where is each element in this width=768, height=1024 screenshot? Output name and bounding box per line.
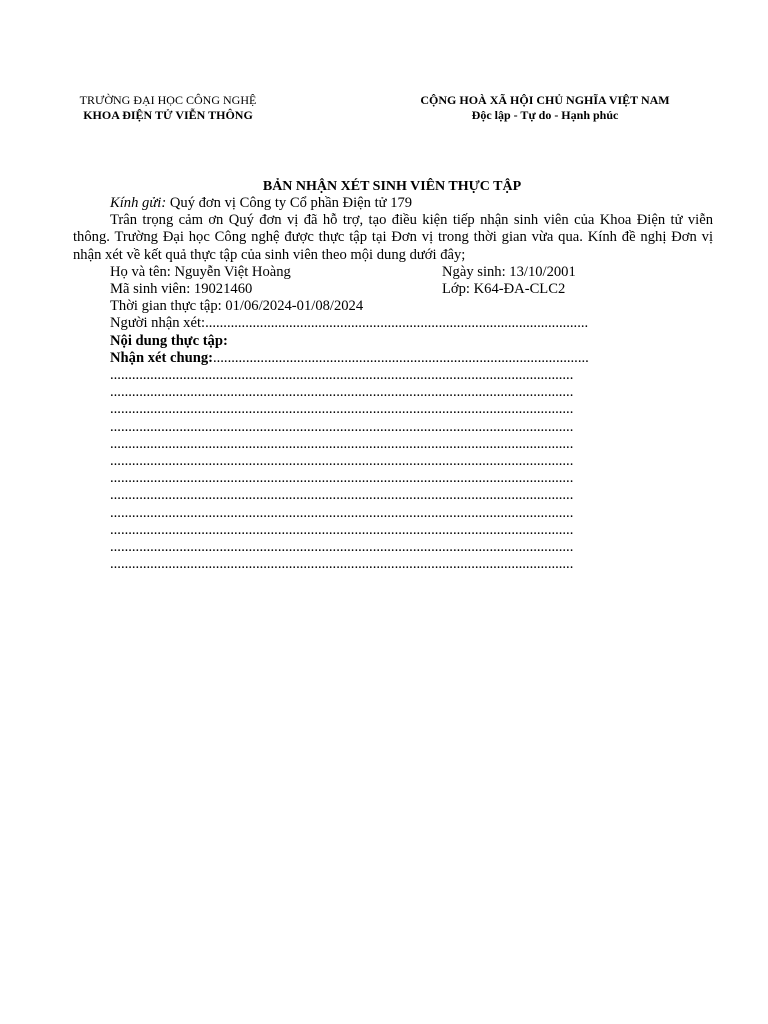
comment-dot-line: ............................................................................................................................... — [110, 539, 574, 556]
comment-dot-line: ............................................................................................................................... — [110, 453, 574, 470]
reviewer-line: Người nhận xét:......................................................................................................... — [110, 315, 589, 332]
comment-dot-line: ............................................................................................................................... — [110, 435, 574, 452]
document-body — [73, 195, 713, 573]
student-id: Mã sinh viên: 19021460 — [110, 281, 253, 298]
greeting-recipient: Quý đơn vị Công ty Cổ phần Điện tử 179 — [166, 195, 413, 211]
student-name: Họ và tên: Nguyễn Việt Hoàng — [110, 263, 291, 280]
national-header — [395, 93, 695, 123]
greeting-line — [73, 195, 713, 212]
comment-dot-line: ............................................................................................................................... — [110, 470, 574, 487]
comment-dot-line: ............................................................................................................................... — [110, 418, 574, 435]
intro-paragraph: Trân trọng cảm ơn Quý đơn vị đã hỗ trợ, tạo điều kiện tiếp nhận sinh viên của Khoa Điện tử viễn thông. Trường Đại học Công nghệ được thực tập tại Đơn vị trong thời gian vừa qua. Kính đề nghị Đơn vị nhận xét về kết quả thực tập của sinh viên theo mội dung dưới đây; — [73, 212, 713, 263]
greeting-label: Kính gửi: — [110, 195, 167, 211]
motto: Độc lập - Tự do - Hạnh phúc — [471, 108, 619, 122]
student-row-2 — [73, 281, 713, 298]
internship-period: Thời gian thực tập: 01/06/2024-01/08/2024 — [110, 298, 364, 315]
student-class: Lớp: K64-ĐA-CLC2 — [442, 281, 566, 298]
comment-dot-line: ............................................................................................................................... — [110, 521, 574, 538]
comment-dot-line: ............................................................................................................................... — [110, 487, 574, 504]
comment-dot-line: ............................................................................................................................... — [110, 384, 574, 401]
comment-dot-line: ............................................................................................................................... — [110, 367, 574, 384]
comment-dot-line: ............................................................................................................................... — [110, 556, 574, 573]
document-title: BẢN NHẬN XÉT SINH VIÊN THỰC TẬP — [262, 179, 522, 194]
student-row-1 — [73, 264, 713, 281]
general-comment-dots: ....................................................................................................... — [212, 349, 589, 366]
school-header — [68, 93, 268, 123]
comment-dot-lines — [73, 367, 713, 573]
comment-dot-line: ............................................................................................................................... — [110, 504, 574, 521]
school-name: TRƯỜNG ĐẠI HỌC CÔNG NGHỆ — [79, 93, 257, 107]
country-name: CỘNG HOÀ XÃ HỘI CHỦ NGHĨA VIỆT NAM — [420, 93, 670, 107]
student-dob: Ngày sinh: 13/10/2001 — [442, 263, 576, 280]
general-comment-label: Nhận xét chung: — [110, 349, 213, 366]
general-comment-line — [73, 350, 621, 367]
comment-dot-line: ............................................................................................................................... — [110, 401, 574, 418]
content-heading: Nội dung thực tập: — [110, 332, 228, 349]
faculty-name: KHOA ĐIỆN TỬ VIỄN THÔNG — [83, 108, 253, 122]
